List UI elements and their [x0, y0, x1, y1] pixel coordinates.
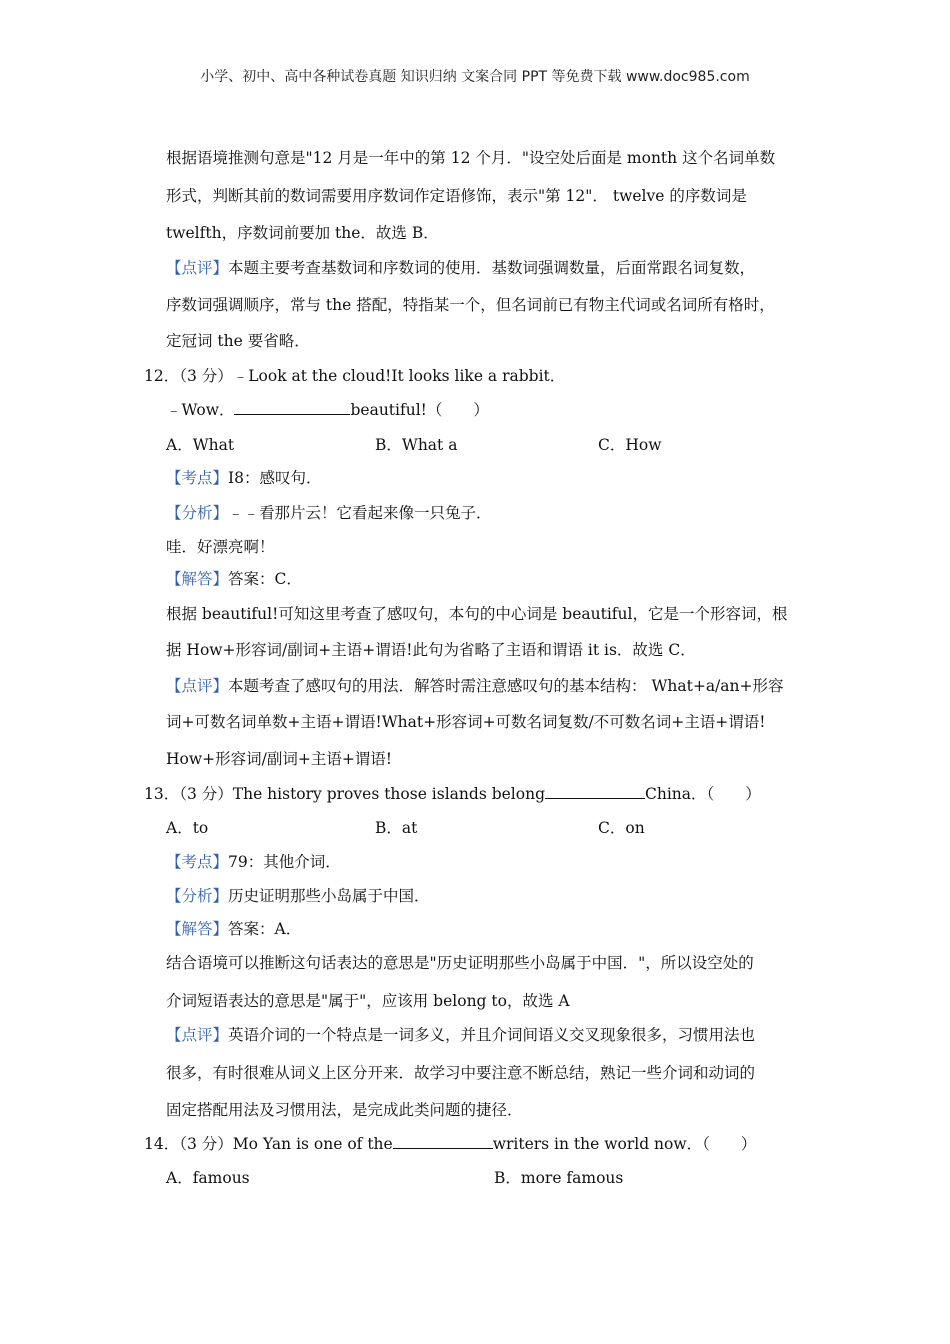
- q12-fenxi-2: 哇．好漂亮啊！: [166, 538, 275, 556]
- q13-dianping-line-2: 很多，有时很难从词义上区分开来．故学习中要注意不断总结，熟记一些介词和动词的: [166, 1064, 756, 1082]
- q12-dianping-line-1: 【点评】本题考查了感叹句的用法．解答时需注意感叹句的基本结构： What+a/an+形容: [166, 677, 784, 695]
- answer-blank: [393, 1134, 493, 1149]
- prev-comment-line-1: 【点评】本题主要考查基数词和序数词的使用．基数词强调数量，后面常跟名词复数，: [166, 259, 756, 277]
- prev-analysis-line-3: twelfth，序数词前要加 the．故选 B．: [166, 224, 439, 242]
- q13-jieda-line-1: 结合语境可以推断这句话表达的意思是"历史证明那些小岛属于中国．"，所以设空处的: [166, 954, 754, 972]
- prev-analysis-line-2: 形式，判断其前的数词需要用序数词作定语修饰，表示"第 12"． twelve 的序数词是: [166, 187, 747, 205]
- q13-option-a: A．to: [166, 819, 209, 837]
- answer-blank: [545, 784, 645, 799]
- q12-option-a: A．What: [166, 436, 235, 454]
- q14-option-a: A．famous: [166, 1169, 250, 1187]
- q12-dianping-line-3: How+形容词/副词+主语+谓语!: [166, 750, 393, 768]
- q12-jieda-line-1: 根据 beautiful!可知这里考查了感叹句，本句的中心词是 beautiful，它是一个形容词，根: [166, 605, 788, 623]
- page-header: 小学、初中、高中各种试卷真题 知识归纳 文案合同 PPT 等免费下载 www.doc985.com: [200, 69, 750, 85]
- q12-jieda: 【解答】答案：C．: [166, 570, 302, 588]
- answer-blank: [234, 400, 350, 415]
- q14-stem: 14．（3 分）Mo Yan is one of the writers in the world now．（ ）: [144, 1135, 757, 1153]
- q12-jieda-line-2: 据 How+形容词/副词+主语+谓语!此句为省略了主语和谓语 it is．故选 C．: [166, 641, 696, 659]
- q13-option-b: B．at: [375, 819, 418, 837]
- q13-kaodian: 【考点】79：其他介词．: [166, 853, 341, 871]
- q13-option-c: C．on: [598, 819, 645, 837]
- q13-stem: 13．（3 分）The history proves those islands belong China．（ ）: [144, 785, 761, 803]
- q12-stem-line-2: ﹣Wow． beautiful!（ ）: [166, 401, 489, 419]
- q12-stem: 12．（3 分）﹣Look at the cloud!It looks like a rabbit．: [144, 367, 566, 385]
- prev-analysis-line-1: 根据语境推测句意是"12 月是一年中的第 12 个月．"设空处后面是 month 这个名词单数: [166, 149, 776, 167]
- q13-fenxi: 【分析】历史证明那些小岛属于中国．: [166, 887, 430, 905]
- q13-dianping-line-3: 固定搭配用法及习惯用法，是完成此类问题的捷径．: [166, 1101, 523, 1119]
- q12-dianping-line-2: 词+可数名词单数+主语+谓语!What+形容词+可数名词复数/不可数名词+主语+谓语!: [166, 713, 766, 731]
- q12-option-b: B．What a: [375, 436, 458, 454]
- q13-dianping-line-1: 【点评】英语介词的一个特点是一词多义，并且介词间语义交叉现象很多，习惯用法也: [166, 1026, 756, 1044]
- q12-kaodian: 【考点】I8：感叹句．: [166, 469, 322, 487]
- q12-fenxi: 【分析】﹣﹣看那片云！它看起来像一只兔子．: [166, 504, 492, 522]
- q14-option-b: B．more famous: [494, 1169, 624, 1187]
- q13-jieda-line-2: 介词短语表达的意思是"属于"，应该用 belong to，故选 A: [166, 992, 570, 1010]
- prev-comment-line-2: 序数词强调顺序，常与 the 搭配，特指某一个，但名词前已有物主代词或名词所有格时，: [166, 296, 775, 314]
- comment-tag: 【点评】: [166, 259, 229, 277]
- prev-comment-line-3: 定冠词 the 要省略．: [166, 332, 310, 350]
- q13-jieda: 【解答】答案：A．: [166, 920, 302, 938]
- q12-option-c: C．How: [598, 436, 662, 454]
